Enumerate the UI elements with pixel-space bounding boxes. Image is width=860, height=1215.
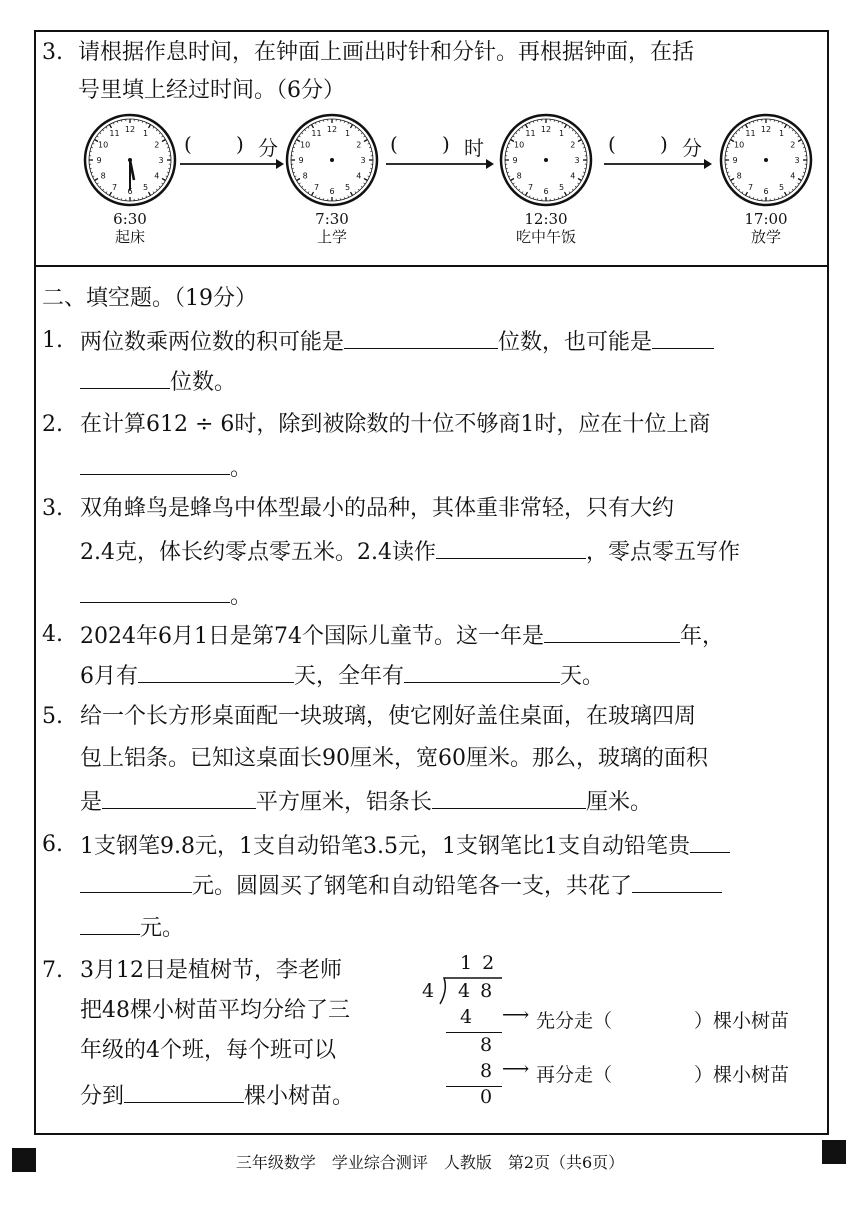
answer-blank[interactable] <box>652 326 714 349</box>
clock-tick <box>348 123 349 125</box>
item5-line1: 给一个长方形桌面配一块玻璃，使它刚好盖住桌面，在玻璃四周 <box>80 704 697 729</box>
clock-number: 7 <box>111 182 118 192</box>
clock-number: 3 <box>158 156 164 165</box>
clock-tick <box>308 192 309 194</box>
clock-tick <box>803 172 805 173</box>
clock-tick <box>315 196 316 198</box>
clock-tick <box>778 197 779 199</box>
clock-tick <box>516 133 517 134</box>
clock-tick <box>798 179 801 181</box>
item1-line1: 两位数乘两位数的积可能是 位数，也可能是 <box>80 326 714 358</box>
clock-tick <box>533 197 534 199</box>
arrow3-open: ( <box>608 132 616 156</box>
clock-tick <box>110 124 112 127</box>
clock-tick <box>522 127 523 129</box>
arrow1-open: ( <box>184 132 192 156</box>
clock-tick <box>526 124 528 127</box>
clock-tick <box>93 176 95 177</box>
clock-tick <box>519 130 520 131</box>
clock-caption-1 <box>70 210 190 246</box>
clock-number: 10 <box>98 140 109 150</box>
clock-tick <box>149 192 151 195</box>
item3-number: 3. <box>42 496 63 521</box>
clock-tick <box>736 186 737 187</box>
clock-tick <box>802 143 804 144</box>
clock-face-2 <box>284 112 380 208</box>
division-step3: 8 <box>480 1060 493 1082</box>
clock-tick <box>364 136 366 137</box>
answer-blank[interactable] <box>404 660 560 683</box>
item2-number: 2. <box>42 412 63 437</box>
clock-tick <box>562 196 563 198</box>
clock-tick <box>578 136 580 137</box>
clock-number: 3 <box>794 156 800 165</box>
clock-tick <box>103 189 104 190</box>
clock-tick <box>293 147 295 148</box>
clock-number: 6 <box>543 187 549 196</box>
clock-tick <box>736 133 737 134</box>
clock-tick <box>117 121 118 123</box>
clock-tick <box>749 123 750 125</box>
clock-tick <box>361 133 362 134</box>
clock-number: 11 <box>525 129 536 139</box>
clock-number: 11 <box>311 129 322 139</box>
clock-tick <box>803 147 805 148</box>
clock-tick <box>117 197 118 199</box>
division-note2-end: ）棵小树苗 <box>694 1064 790 1086</box>
division-note2: 再分走（ <box>536 1064 613 1086</box>
clock-number: 6 <box>127 187 133 196</box>
division-step1: 4 <box>460 1006 473 1028</box>
clock-tick <box>302 133 303 134</box>
clock-tick <box>369 172 371 173</box>
division-arrow-1: ⟶ <box>502 1004 530 1026</box>
clock-caption-2 <box>272 210 392 246</box>
clock-tick <box>162 140 165 142</box>
clock-number: 12 <box>540 125 552 134</box>
clock-tick <box>106 127 107 129</box>
clock-tick <box>361 186 362 187</box>
clock-tick <box>733 136 735 137</box>
clock-number: 8 <box>302 171 308 181</box>
item2-line1: 在计算612 ÷ 6时，除到被除数的十位不够商1时，应在十位上商 <box>80 412 711 437</box>
answer-blank[interactable] <box>124 1080 244 1103</box>
clock-tick <box>753 121 754 123</box>
clock-tick <box>153 127 154 129</box>
clock-tick <box>110 192 112 195</box>
clock-tick <box>578 140 581 142</box>
clock-tick <box>358 130 359 131</box>
clock-tick <box>582 176 584 177</box>
clock-tick <box>91 147 93 148</box>
item2-line2: 。 <box>80 452 252 484</box>
item6-line1: 1支钢笔9.8元，1支自动铅笔3.5元，1支钢笔比1支自动铅笔贵 <box>80 830 730 862</box>
clock-tick <box>142 197 143 199</box>
arrow2-line <box>386 158 494 170</box>
division-line-2 <box>446 1086 502 1087</box>
arrow1-unit: 分 <box>258 136 278 160</box>
clock-number: 7 <box>313 182 320 192</box>
clock-number: 6 <box>763 187 769 196</box>
clock-tick <box>558 197 559 199</box>
clock-center <box>544 158 548 162</box>
clock-tick <box>167 172 169 173</box>
clock-number: 7 <box>747 182 754 192</box>
clock-number: 9 <box>732 156 738 165</box>
clock-tick <box>727 147 729 148</box>
clock-tick <box>778 121 779 123</box>
clock-number: 9 <box>512 156 518 165</box>
answer-blank[interactable] <box>344 326 498 349</box>
clock-tick <box>91 172 93 173</box>
answer-blank[interactable] <box>80 870 192 893</box>
item6-number: 6. <box>42 832 63 857</box>
clock-tick <box>166 176 168 177</box>
clock-tick <box>295 143 297 144</box>
clock-tick <box>103 130 104 131</box>
clock-tick <box>113 123 114 125</box>
clock-tick <box>358 189 359 190</box>
division-remainder: 0 <box>480 1086 493 1108</box>
clock-number: 2 <box>356 140 362 150</box>
clock-tick <box>572 130 573 131</box>
clock-number: 12 <box>124 125 136 134</box>
clock-tick <box>753 197 754 199</box>
clock-face-3 <box>498 112 594 208</box>
clock-tick <box>509 143 511 144</box>
clock-number: 10 <box>734 140 745 150</box>
clock-tick <box>159 186 160 187</box>
clock-tick <box>93 143 95 144</box>
item7-line1: 3月12日是植树节，李老师 <box>80 958 342 983</box>
item3-line3: 。 <box>80 580 252 612</box>
clock-tick <box>798 136 800 137</box>
arrow1-close: ) <box>236 132 244 156</box>
clock-tick <box>299 183 301 184</box>
clock-tick <box>785 192 787 195</box>
arrow2-close: ) <box>442 132 450 156</box>
clock-number: 12 <box>326 125 338 134</box>
clock-tick <box>526 192 528 195</box>
clock-number: 2 <box>154 140 160 150</box>
division-line-1 <box>446 1032 502 1033</box>
answer-blank[interactable] <box>80 912 140 935</box>
division-divisor: 4 <box>422 980 435 1002</box>
clock-tick <box>509 176 511 177</box>
clock-tick <box>293 172 295 173</box>
clock-number: 3 <box>574 156 580 165</box>
clock-tick <box>156 189 157 190</box>
answer-blank[interactable] <box>632 870 722 893</box>
clock-tick <box>785 124 787 127</box>
clock-tick <box>368 176 370 177</box>
clock-number: 10 <box>514 140 525 150</box>
arrow3-line <box>604 158 712 170</box>
clock-tick <box>94 179 97 181</box>
clock-number: 4 <box>154 171 160 181</box>
item3-line1: 双角蜂鸟是蜂鸟中体型最小的品种，其体重非常轻，只有大约 <box>80 496 675 521</box>
clock-tick <box>305 130 306 131</box>
clock-tick <box>315 123 316 125</box>
item7-line3: 年级的4个班，每个班可以 <box>80 1038 336 1063</box>
clock-tick <box>516 186 517 187</box>
clock-tick <box>569 192 570 194</box>
clock-label-4: 放学 <box>750 228 781 246</box>
clock-number: 12 <box>760 125 772 134</box>
clock-tick <box>507 172 509 173</box>
clock-tick <box>729 143 731 144</box>
clock-number: 1 <box>344 129 351 139</box>
clock-tick <box>113 196 114 198</box>
clock-number: 8 <box>736 171 742 181</box>
clock-tick <box>789 127 790 129</box>
clock-tick <box>583 147 585 148</box>
item1-number: 1. <box>42 328 63 353</box>
clock-tick <box>344 197 345 199</box>
answer-blank[interactable] <box>544 620 680 643</box>
item4-line2: 6月有 天，全年有 天。 <box>80 660 604 692</box>
clock-number: 8 <box>516 171 522 181</box>
item3-line2: 2.4克，体长约零点零五米。2.4读作 ，零点零五写作 <box>80 536 740 568</box>
clock-tick <box>146 196 147 198</box>
q3-text-line2: 号里填上经过时间。（6分） <box>78 78 345 103</box>
clock-tick <box>364 183 366 184</box>
clock-tick <box>97 136 99 137</box>
clock-label-3: 吃中午饭 <box>515 228 576 246</box>
clock-tick <box>739 189 740 190</box>
clock-tick <box>355 127 356 129</box>
item6-line2: 元。圆圆买了钢笔和自动铅笔各一支，共花了 <box>80 870 722 902</box>
clock-tick <box>558 121 559 123</box>
division-step2: 8 <box>480 1034 493 1056</box>
clock-number: 11 <box>109 129 120 139</box>
clock-time-1: 6:30 <box>113 210 147 228</box>
clock-tick <box>582 143 584 144</box>
clock-tick <box>795 186 796 187</box>
clock-number: 4 <box>356 171 362 181</box>
clock-tick <box>351 192 353 195</box>
answer-blank[interactable] <box>138 660 294 683</box>
clock-center <box>330 158 334 162</box>
clock-number: 9 <box>298 156 304 165</box>
clock-tick <box>308 127 309 129</box>
clock-tick <box>572 189 573 190</box>
arrow1-line <box>180 158 284 170</box>
arrow2-unit: 时 <box>464 136 484 160</box>
clock-tick <box>575 133 576 134</box>
clock-tick <box>727 172 729 173</box>
clock-tick <box>789 192 790 194</box>
item7-line4: 分到 棵小树苗。 <box>80 1080 354 1112</box>
clock-tick <box>344 121 345 123</box>
item7-line2: 把48棵小树苗平均分给了三 <box>80 998 350 1023</box>
clock-tick <box>97 183 99 184</box>
clock-tick <box>355 192 356 194</box>
arrow3-unit: 分 <box>682 136 702 160</box>
clock-tick <box>153 192 154 194</box>
item6-line3: 元。 <box>80 912 184 944</box>
clock-tick <box>792 130 793 131</box>
clock-tick <box>149 124 151 127</box>
section-divider <box>34 265 829 267</box>
clock-tick <box>565 192 567 195</box>
clock-center <box>764 158 768 162</box>
item7-number: 7. <box>42 958 63 983</box>
clock-number: 2 <box>570 140 576 150</box>
clock-time-3: 12:30 <box>524 210 568 228</box>
clock-tick <box>166 143 168 144</box>
division-dividend: 4 8 <box>458 980 495 1002</box>
clock-number: 5 <box>558 182 565 192</box>
clock-tick <box>162 179 165 181</box>
clock-time-2: 7:30 <box>315 210 349 228</box>
clock-number: 6 <box>329 187 335 196</box>
clock-tick <box>578 183 580 184</box>
clock-time-4: 17:00 <box>744 210 788 228</box>
clock-caption-4 <box>706 210 826 246</box>
clock-tick <box>575 186 576 187</box>
division-note1: 先分走（ <box>536 1010 613 1032</box>
clock-number: 5 <box>344 182 351 192</box>
item4-number: 4. <box>42 622 63 647</box>
arrow3-close: ) <box>660 132 668 156</box>
long-division <box>418 950 818 1110</box>
q3-number: 3. <box>42 40 63 65</box>
clock-tick <box>782 123 783 125</box>
clock-tick <box>156 130 157 131</box>
clock-tick <box>167 147 169 148</box>
clock-number: 1 <box>778 129 785 139</box>
clock-tick <box>742 192 743 194</box>
clock-tick <box>795 133 796 134</box>
clock-face-4 <box>718 112 814 208</box>
clock-tick <box>529 196 530 198</box>
clock-tick <box>162 183 164 184</box>
clock-number: 1 <box>558 129 565 139</box>
answer-blank[interactable] <box>102 786 256 809</box>
clock-number: 10 <box>300 140 311 150</box>
answer-blank[interactable] <box>690 830 730 853</box>
clock-tick <box>513 183 515 184</box>
clock-tick <box>146 123 147 125</box>
clock-tick <box>364 140 367 142</box>
clock-tick <box>351 124 353 127</box>
clock-tick <box>730 179 733 181</box>
clock-tick <box>749 196 750 198</box>
clock-tick <box>142 121 143 123</box>
clock-tick <box>798 140 801 142</box>
item1-line2: 位数。 <box>80 366 236 398</box>
clock-tick <box>510 179 513 181</box>
clock-number: 4 <box>790 171 796 181</box>
clock-tick <box>319 121 320 123</box>
clock-tick <box>746 124 748 127</box>
item5-number: 5. <box>42 704 63 729</box>
clock-tick <box>299 136 301 137</box>
clock-tick <box>507 147 509 148</box>
clock-tick <box>529 123 530 125</box>
division-note1-end: ）棵小树苗 <box>694 1010 790 1032</box>
clock-tick <box>305 189 306 190</box>
clock-tick <box>733 183 735 184</box>
division-quotient: 1 2 <box>460 952 497 974</box>
clock-number: 1 <box>142 129 149 139</box>
q3-text-line1: 请根据作息时间，在钟面上画出时针和分针。再根据钟面，在括 <box>78 40 695 65</box>
clock-tick <box>569 127 570 129</box>
clock-tick <box>533 121 534 123</box>
item5-line2: 包上铝条。已知这桌面长90厘米，宽60厘米。那么，玻璃的面积 <box>80 746 708 771</box>
clock-tick <box>296 179 299 181</box>
clock-tick <box>369 147 371 148</box>
answer-blank[interactable] <box>80 366 170 389</box>
clock-number: 8 <box>100 171 106 181</box>
clock-tick <box>162 136 164 137</box>
clock-tick <box>742 127 743 129</box>
arrow2-open: ( <box>390 132 398 156</box>
clock-tick <box>312 192 314 195</box>
clock-tick <box>106 192 107 194</box>
clock-tick <box>302 186 303 187</box>
clock-tick <box>295 176 297 177</box>
clock-tick <box>802 176 804 177</box>
clock-tick <box>562 123 563 125</box>
clock-tick <box>348 196 349 198</box>
clock-label-2: 上学 <box>316 228 347 246</box>
clock-face-1 <box>82 112 178 208</box>
clock-tick <box>729 176 731 177</box>
answer-blank[interactable] <box>432 786 586 809</box>
clock-tick <box>100 186 101 187</box>
clock-tick <box>746 192 748 195</box>
clock-tick <box>798 183 800 184</box>
clock-number: 9 <box>96 156 102 165</box>
answer-blank[interactable] <box>80 580 230 603</box>
clock-number: 5 <box>142 182 149 192</box>
division-arrow-2: ⟶ <box>502 1058 530 1080</box>
clock-tick <box>565 124 567 127</box>
clock-number: 11 <box>745 129 756 139</box>
clock-tick <box>364 179 367 181</box>
clock-tick <box>312 124 314 127</box>
clock-tick <box>319 197 320 199</box>
clock-label-1: 起床 <box>114 228 145 246</box>
item5-line3: 是 平方厘米，铝条长 厘米。 <box>80 786 652 818</box>
item4-line1: 2024年6月1日是第74个国际儿童节。这一年是 年， <box>80 620 724 652</box>
clock-tick <box>513 136 515 137</box>
clock-caption-3 <box>486 210 606 246</box>
section2-title: 二、填空题。（19分） <box>42 286 257 311</box>
clock-tick <box>159 133 160 134</box>
clock-tick <box>583 172 585 173</box>
clock-number: 5 <box>778 182 785 192</box>
clock-tick <box>782 196 783 198</box>
clock-number: 4 <box>570 171 576 181</box>
clock-number: 3 <box>360 156 366 165</box>
answer-blank[interactable] <box>80 452 230 475</box>
clock-tick <box>100 133 101 134</box>
answer-blank[interactable] <box>436 536 586 559</box>
clock-tick <box>368 143 370 144</box>
clock-tick <box>519 189 520 190</box>
clock-tick <box>578 179 581 181</box>
clock-number: 2 <box>790 140 796 150</box>
clock-tick <box>739 130 740 131</box>
clock-tick <box>792 189 793 190</box>
clock-number: 7 <box>527 182 534 192</box>
page-footer: 三年级数学 学业综合测评 人教版 第2页（共6页） <box>235 1153 625 1172</box>
clock-tick <box>522 192 523 194</box>
